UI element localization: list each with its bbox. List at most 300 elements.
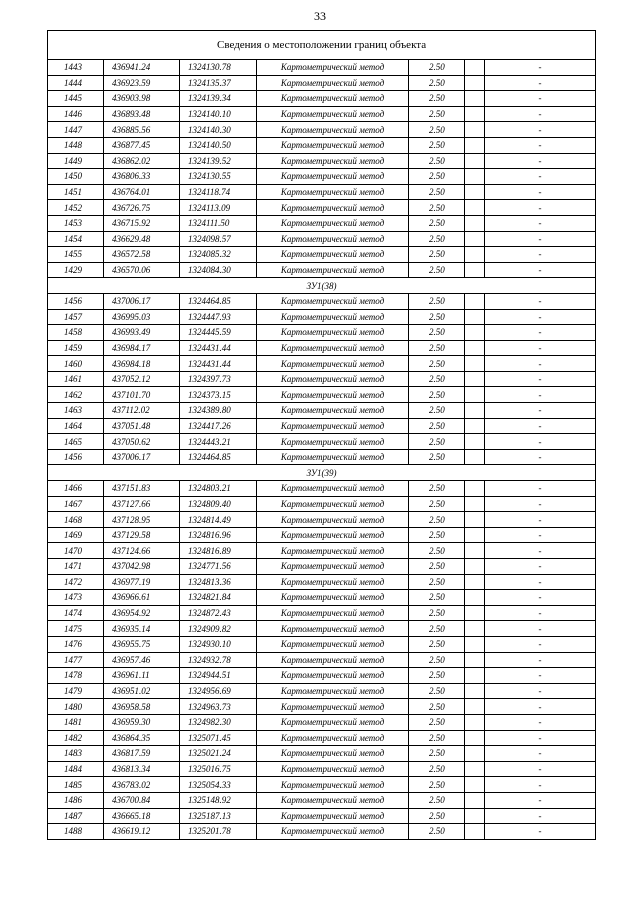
accuracy-cell: 2.50	[409, 449, 465, 465]
empty-cell	[465, 605, 485, 621]
empty-cell	[465, 91, 485, 107]
table-row	[48, 527, 596, 543]
method-cell: Картометрический метод	[257, 730, 409, 746]
y-coordinate-cell: 1324982.30	[180, 714, 257, 730]
description-cell: -	[485, 683, 596, 699]
table-row	[48, 60, 596, 76]
point-number-cell: 1429	[48, 262, 104, 278]
section-header-row	[48, 465, 596, 481]
empty-cell	[465, 481, 485, 497]
y-coordinate-cell: 1324932.78	[180, 652, 257, 668]
empty-cell	[465, 496, 485, 512]
method-cell: Картометрический метод	[257, 325, 409, 341]
table-row	[48, 325, 596, 341]
table-row	[48, 652, 596, 668]
method-cell: Картометрический метод	[257, 247, 409, 263]
method-cell: Картометрический метод	[257, 309, 409, 325]
y-coordinate-cell: 1324443.21	[180, 434, 257, 450]
x-coordinate-cell: 436629.48	[104, 231, 180, 247]
table-row	[48, 746, 596, 762]
description-cell: -	[485, 543, 596, 559]
y-coordinate-cell: 1324447.93	[180, 309, 257, 325]
point-number-cell: 1476	[48, 636, 104, 652]
y-coordinate-cell: 1324139.34	[180, 91, 257, 107]
table-row	[48, 761, 596, 777]
description-cell: -	[485, 403, 596, 419]
method-cell: Картометрический метод	[257, 590, 409, 606]
y-coordinate-cell: 1324445.59	[180, 325, 257, 341]
description-cell: -	[485, 652, 596, 668]
y-coordinate-cell: 1324111.50	[180, 215, 257, 231]
x-coordinate-cell: 437050.62	[104, 434, 180, 450]
x-coordinate-cell: 437006.17	[104, 293, 180, 309]
method-cell: Картометрический метод	[257, 137, 409, 153]
description-cell: -	[485, 309, 596, 325]
y-coordinate-cell: 1324130.78	[180, 60, 257, 76]
table-row	[48, 371, 596, 387]
x-coordinate-cell: 436813.34	[104, 761, 180, 777]
method-cell: Картометрический метод	[257, 418, 409, 434]
description-cell: -	[485, 636, 596, 652]
point-number-cell: 1480	[48, 699, 104, 715]
description-cell: -	[485, 621, 596, 637]
point-number-cell: 1471	[48, 559, 104, 575]
x-coordinate-cell: 436726.75	[104, 200, 180, 216]
empty-cell	[465, 590, 485, 606]
point-number-cell: 1463	[48, 403, 104, 419]
accuracy-cell: 2.50	[409, 714, 465, 730]
description-cell: -	[485, 512, 596, 528]
description-cell: -	[485, 200, 596, 216]
x-coordinate-cell: 436903.98	[104, 91, 180, 107]
empty-cell	[465, 293, 485, 309]
y-coordinate-cell: 1324813.36	[180, 574, 257, 590]
accuracy-cell: 2.50	[409, 496, 465, 512]
empty-cell	[465, 714, 485, 730]
table-row	[48, 449, 596, 465]
accuracy-cell: 2.50	[409, 652, 465, 668]
accuracy-cell: 2.50	[409, 356, 465, 372]
empty-cell	[465, 543, 485, 559]
x-coordinate-cell: 436993.49	[104, 325, 180, 341]
x-coordinate-cell: 436700.84	[104, 792, 180, 808]
empty-cell	[465, 215, 485, 231]
accuracy-cell: 2.50	[409, 215, 465, 231]
method-cell: Картометрический метод	[257, 543, 409, 559]
description-cell: -	[485, 75, 596, 91]
description-cell: -	[485, 215, 596, 231]
point-number-cell: 1479	[48, 683, 104, 699]
description-cell: -	[485, 340, 596, 356]
x-coordinate-cell: 436862.02	[104, 153, 180, 169]
method-cell: Картометрический метод	[257, 340, 409, 356]
point-number-cell: 1446	[48, 106, 104, 122]
method-cell: Картометрический метод	[257, 761, 409, 777]
x-coordinate-cell: 436957.46	[104, 652, 180, 668]
point-number-cell: 1443	[48, 60, 104, 76]
accuracy-cell: 2.50	[409, 636, 465, 652]
table-row	[48, 418, 596, 434]
y-coordinate-cell: 1324085.32	[180, 247, 257, 263]
point-number-cell: 1455	[48, 247, 104, 263]
x-coordinate-cell: 437127.66	[104, 496, 180, 512]
empty-cell	[465, 418, 485, 434]
empty-cell	[465, 777, 485, 793]
table-row	[48, 683, 596, 699]
point-number-cell: 1458	[48, 325, 104, 341]
x-coordinate-cell: 436806.33	[104, 169, 180, 185]
accuracy-cell: 2.50	[409, 527, 465, 543]
accuracy-cell: 2.50	[409, 683, 465, 699]
x-coordinate-cell: 436923.59	[104, 75, 180, 91]
x-coordinate-cell: 437151.83	[104, 481, 180, 497]
method-cell: Картометрический метод	[257, 777, 409, 793]
description-cell: -	[485, 356, 596, 372]
empty-cell	[465, 122, 485, 138]
table-row	[48, 356, 596, 372]
accuracy-cell: 2.50	[409, 75, 465, 91]
y-coordinate-cell: 1324098.57	[180, 231, 257, 247]
x-coordinate-cell: 436817.59	[104, 746, 180, 762]
x-coordinate-cell: 437124.66	[104, 543, 180, 559]
method-cell: Картометрический метод	[257, 293, 409, 309]
method-cell: Картометрический метод	[257, 262, 409, 278]
method-cell: Картометрический метод	[257, 403, 409, 419]
method-cell: Картометрический метод	[257, 512, 409, 528]
empty-cell	[465, 512, 485, 528]
method-cell: Картометрический метод	[257, 668, 409, 684]
empty-cell	[465, 824, 485, 840]
table-row	[48, 808, 596, 824]
table-row	[48, 231, 596, 247]
method-cell: Картометрический метод	[257, 527, 409, 543]
point-number-cell: 1456	[48, 449, 104, 465]
description-cell: -	[485, 418, 596, 434]
x-coordinate-cell: 436984.18	[104, 356, 180, 372]
table-row	[48, 714, 596, 730]
point-number-cell: 1450	[48, 169, 104, 185]
x-coordinate-cell: 437129.58	[104, 527, 180, 543]
empty-cell	[465, 153, 485, 169]
y-coordinate-cell: 1324464.85	[180, 293, 257, 309]
method-cell: Картометрический метод	[257, 434, 409, 450]
description-cell: -	[485, 387, 596, 403]
accuracy-cell: 2.50	[409, 590, 465, 606]
y-coordinate-cell: 1324135.37	[180, 75, 257, 91]
empty-cell	[465, 309, 485, 325]
description-cell: -	[485, 574, 596, 590]
y-coordinate-cell: 1324084.30	[180, 262, 257, 278]
method-cell: Картометрический метод	[257, 387, 409, 403]
description-cell: -	[485, 527, 596, 543]
x-coordinate-cell: 436935.14	[104, 621, 180, 637]
table-row	[48, 387, 596, 403]
x-coordinate-cell: 436665.18	[104, 808, 180, 824]
method-cell: Картометрический метод	[257, 215, 409, 231]
accuracy-cell: 2.50	[409, 137, 465, 153]
point-number-cell: 1467	[48, 496, 104, 512]
y-coordinate-cell: 1325187.13	[180, 808, 257, 824]
description-cell: -	[485, 169, 596, 185]
y-coordinate-cell: 1324140.30	[180, 122, 257, 138]
accuracy-cell: 2.50	[409, 699, 465, 715]
empty-cell	[465, 356, 485, 372]
description-cell: -	[485, 60, 596, 76]
accuracy-cell: 2.50	[409, 559, 465, 575]
table-row	[48, 543, 596, 559]
point-number-cell: 1486	[48, 792, 104, 808]
accuracy-cell: 2.50	[409, 325, 465, 341]
y-coordinate-cell: 1324956.69	[180, 683, 257, 699]
table-row	[48, 574, 596, 590]
method-cell: Картометрический метод	[257, 122, 409, 138]
x-coordinate-cell: 436958.58	[104, 699, 180, 715]
empty-cell	[465, 792, 485, 808]
point-number-cell: 1459	[48, 340, 104, 356]
accuracy-cell: 2.50	[409, 247, 465, 263]
description-cell: -	[485, 106, 596, 122]
description-cell: -	[485, 559, 596, 575]
accuracy-cell: 2.50	[409, 824, 465, 840]
empty-cell	[465, 106, 485, 122]
empty-cell	[465, 231, 485, 247]
accuracy-cell: 2.50	[409, 309, 465, 325]
x-coordinate-cell: 436977.19	[104, 574, 180, 590]
empty-cell	[465, 730, 485, 746]
y-coordinate-cell: 1324431.44	[180, 340, 257, 356]
table-row	[48, 309, 596, 325]
x-coordinate-cell: 436893.48	[104, 106, 180, 122]
y-coordinate-cell: 1325071.45	[180, 730, 257, 746]
method-cell: Картометрический метод	[257, 184, 409, 200]
x-coordinate-cell: 436619.12	[104, 824, 180, 840]
method-cell: Картометрический метод	[257, 60, 409, 76]
point-number-cell: 1462	[48, 387, 104, 403]
point-number-cell: 1445	[48, 91, 104, 107]
point-number-cell: 1453	[48, 215, 104, 231]
x-coordinate-cell: 437006.17	[104, 449, 180, 465]
accuracy-cell: 2.50	[409, 621, 465, 637]
point-number-cell: 1475	[48, 621, 104, 637]
empty-cell	[465, 761, 485, 777]
accuracy-cell: 2.50	[409, 184, 465, 200]
table-row	[48, 340, 596, 356]
accuracy-cell: 2.50	[409, 200, 465, 216]
table-row	[48, 699, 596, 715]
x-coordinate-cell: 436951.02	[104, 683, 180, 699]
y-coordinate-cell: 1325148.92	[180, 792, 257, 808]
table-row	[48, 605, 596, 621]
table-row	[48, 434, 596, 450]
method-cell: Картометрический метод	[257, 231, 409, 247]
table-row	[48, 559, 596, 575]
empty-cell	[465, 340, 485, 356]
y-coordinate-cell: 1324389.80	[180, 403, 257, 419]
accuracy-cell: 2.50	[409, 761, 465, 777]
x-coordinate-cell: 436995.03	[104, 309, 180, 325]
point-number-cell: 1460	[48, 356, 104, 372]
point-number-cell: 1482	[48, 730, 104, 746]
description-cell: -	[485, 824, 596, 840]
table-row	[48, 403, 596, 419]
accuracy-cell: 2.50	[409, 91, 465, 107]
method-cell: Картометрический метод	[257, 746, 409, 762]
point-number-cell: 1444	[48, 75, 104, 91]
description-cell: -	[485, 699, 596, 715]
method-cell: Картометрический метод	[257, 824, 409, 840]
point-number-cell: 1487	[48, 808, 104, 824]
method-cell: Картометрический метод	[257, 652, 409, 668]
y-coordinate-cell: 1324417.26	[180, 418, 257, 434]
method-cell: Картометрический метод	[257, 169, 409, 185]
y-coordinate-cell: 1324909.82	[180, 621, 257, 637]
point-number-cell: 1472	[48, 574, 104, 590]
x-coordinate-cell: 437128.95	[104, 512, 180, 528]
description-cell: -	[485, 730, 596, 746]
table-row	[48, 262, 596, 278]
method-cell: Картометрический метод	[257, 356, 409, 372]
description-cell: -	[485, 792, 596, 808]
empty-cell	[465, 683, 485, 699]
accuracy-cell: 2.50	[409, 231, 465, 247]
accuracy-cell: 2.50	[409, 605, 465, 621]
empty-cell	[465, 325, 485, 341]
point-number-cell: 1454	[48, 231, 104, 247]
description-cell: -	[485, 137, 596, 153]
table-title-row	[48, 31, 596, 60]
table-row	[48, 293, 596, 309]
method-cell: Картометрический метод	[257, 449, 409, 465]
point-number-cell: 1469	[48, 527, 104, 543]
table-row	[48, 106, 596, 122]
table-row	[48, 512, 596, 528]
y-coordinate-cell: 1324963.73	[180, 699, 257, 715]
x-coordinate-cell: 437112.02	[104, 403, 180, 419]
table-row	[48, 122, 596, 138]
description-cell: -	[485, 184, 596, 200]
empty-cell	[465, 247, 485, 263]
description-cell: -	[485, 590, 596, 606]
y-coordinate-cell: 1324431.44	[180, 356, 257, 372]
section-header-row	[48, 278, 596, 294]
x-coordinate-cell: 436877.45	[104, 137, 180, 153]
x-coordinate-cell: 437101.70	[104, 387, 180, 403]
empty-cell	[465, 668, 485, 684]
table-row	[48, 75, 596, 91]
accuracy-cell: 2.50	[409, 340, 465, 356]
table-title: Сведения о местоположении границ объекта	[48, 31, 596, 60]
point-number-cell: 1447	[48, 122, 104, 138]
y-coordinate-cell: 1324118.74	[180, 184, 257, 200]
point-number-cell: 1456	[48, 293, 104, 309]
y-coordinate-cell: 1324139.52	[180, 153, 257, 169]
empty-cell	[465, 808, 485, 824]
method-cell: Картометрический метод	[257, 605, 409, 621]
y-coordinate-cell: 1325016.75	[180, 761, 257, 777]
point-number-cell: 1449	[48, 153, 104, 169]
point-number-cell: 1484	[48, 761, 104, 777]
table-row	[48, 590, 596, 606]
y-coordinate-cell: 1324130.55	[180, 169, 257, 185]
empty-cell	[465, 169, 485, 185]
empty-cell	[465, 559, 485, 575]
empty-cell	[465, 387, 485, 403]
x-coordinate-cell: 436959.30	[104, 714, 180, 730]
y-coordinate-cell: 1324930.10	[180, 636, 257, 652]
y-coordinate-cell: 1324944.51	[180, 668, 257, 684]
y-coordinate-cell: 1325021.24	[180, 746, 257, 762]
description-cell: -	[485, 746, 596, 762]
method-cell: Картометрический метод	[257, 371, 409, 387]
method-cell: Картометрический метод	[257, 683, 409, 699]
description-cell: -	[485, 761, 596, 777]
empty-cell	[465, 621, 485, 637]
point-number-cell: 1466	[48, 481, 104, 497]
accuracy-cell: 2.50	[409, 153, 465, 169]
accuracy-cell: 2.50	[409, 262, 465, 278]
point-number-cell: 1481	[48, 714, 104, 730]
y-coordinate-cell: 1324397.73	[180, 371, 257, 387]
accuracy-cell: 2.50	[409, 434, 465, 450]
description-cell: -	[485, 122, 596, 138]
x-coordinate-cell: 436783.02	[104, 777, 180, 793]
y-coordinate-cell: 1324816.96	[180, 527, 257, 543]
empty-cell	[465, 262, 485, 278]
accuracy-cell: 2.50	[409, 169, 465, 185]
empty-cell	[465, 699, 485, 715]
method-cell: Картометрический метод	[257, 91, 409, 107]
x-coordinate-cell: 436984.17	[104, 340, 180, 356]
table-row	[48, 621, 596, 637]
x-coordinate-cell: 436864.35	[104, 730, 180, 746]
point-number-cell: 1474	[48, 605, 104, 621]
table-row	[48, 169, 596, 185]
description-cell: -	[485, 496, 596, 512]
accuracy-cell: 2.50	[409, 106, 465, 122]
x-coordinate-cell: 436955.75	[104, 636, 180, 652]
x-coordinate-cell: 437051.48	[104, 418, 180, 434]
description-cell: -	[485, 247, 596, 263]
empty-cell	[465, 434, 485, 450]
table-row	[48, 184, 596, 200]
point-number-cell: 1483	[48, 746, 104, 762]
empty-cell	[465, 746, 485, 762]
point-number-cell: 1470	[48, 543, 104, 559]
accuracy-cell: 2.50	[409, 481, 465, 497]
description-cell: -	[485, 153, 596, 169]
y-coordinate-cell: 1324113.09	[180, 200, 257, 216]
empty-cell	[465, 60, 485, 76]
description-cell: -	[485, 808, 596, 824]
point-number-cell: 1488	[48, 824, 104, 840]
x-coordinate-cell: 436570.06	[104, 262, 180, 278]
accuracy-cell: 2.50	[409, 371, 465, 387]
point-number-cell: 1457	[48, 309, 104, 325]
description-cell: -	[485, 325, 596, 341]
y-coordinate-cell: 1324140.50	[180, 137, 257, 153]
accuracy-cell: 2.50	[409, 730, 465, 746]
table-row	[48, 792, 596, 808]
accuracy-cell: 2.50	[409, 122, 465, 138]
section-label: ЗУ1(39)	[48, 465, 596, 481]
point-number-cell: 1448	[48, 137, 104, 153]
method-cell: Картометрический метод	[257, 574, 409, 590]
accuracy-cell: 2.50	[409, 777, 465, 793]
table-row	[48, 730, 596, 746]
table-row	[48, 200, 596, 216]
empty-cell	[465, 574, 485, 590]
y-coordinate-cell: 1324821.84	[180, 590, 257, 606]
